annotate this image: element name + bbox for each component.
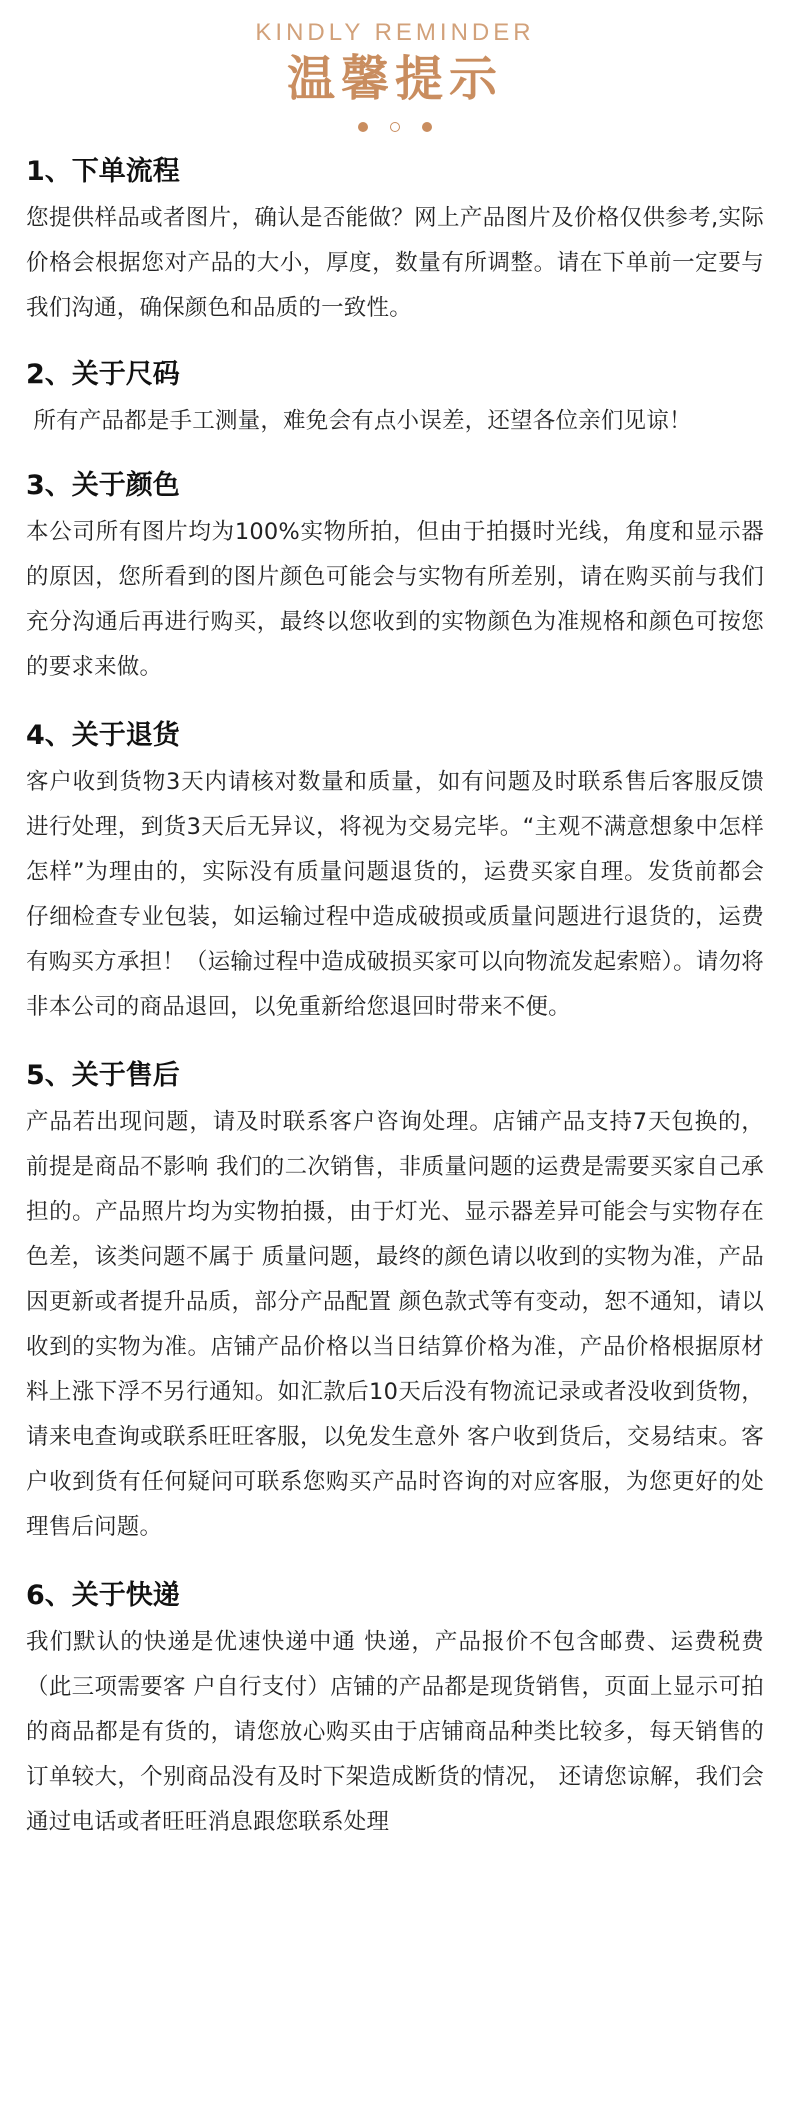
section-title: 3、关于颜色 xyxy=(26,470,180,501)
section-title: 6、关于快递 xyxy=(26,1580,180,1611)
decorative-dots xyxy=(26,122,764,132)
section-title: 1、下单流程 xyxy=(26,156,180,187)
page-title: 温馨提示 xyxy=(286,51,503,107)
hollow-dot-icon xyxy=(390,122,400,132)
section-body: 产品若出现问题，请及时联系客户咨询处理。店铺产品支持7天包换的，前提是商品不影响 我们的二次销售，非质量问题的运费是需要买家自己承担的。产品照片均为实物拍摄，由于灯光、显示器差异可能会与实物存在色差，该类问题不属于 质量问题，最终的颜色请以收到的实物为准，产品因更新或者提升品质，部分产品配置 颜色款式等有变动，恕不通知，请以收到的实物为准。店铺产品价格以当日结算价格为准，产品价格根据原材料上涨下浮不另行通知。如汇款后10天后没有物流记录或者没收到货物，请来电查询或联系旺旺客服，以免发生意外 客户收到货后，交易结束。客户收到货有任何疑问可联系您购买产品时咨询的对应客服，为您更好的处理售后问题。 xyxy=(26,1109,764,1540)
section-title: 5、关于售后 xyxy=(26,1060,180,1091)
section-color xyxy=(26,466,764,690)
header-title-en: KINDLY REMINDER xyxy=(255,19,535,46)
section-order-process xyxy=(26,152,764,331)
section-after-sales xyxy=(26,1056,764,1550)
dot-icon xyxy=(358,122,368,132)
section-body: 所有产品都是手工测量，难免会有点小误差，还望各位亲们见谅！ xyxy=(26,408,692,434)
dot-icon xyxy=(422,122,432,132)
section-shipping xyxy=(26,1576,764,1845)
section-returns xyxy=(26,716,764,1030)
section-size xyxy=(26,355,764,444)
section-title: 4、关于退货 xyxy=(26,720,180,751)
page-header xyxy=(26,0,764,138)
section-body: 我们默认的快递是优速快递中通 快递，产品报价不包含邮费、运费税费（此三项需要客 户自行支付）店铺的产品都是现货销售，页面上显示可拍的商品都是有货的，请您放心购买由于店铺商品种类比较多，每天销售的订单较大，个别商品没有及时下架造成断货的情况， 还请您谅解，我们会通过电话或者旺旺消息跟您联系处理 xyxy=(26,1629,764,1835)
section-body: 客户收到货物3天内请核对数量和质量，如有问题及时联系售后客服反馈进行处理，到货3天后无异议，将视为交易完毕。“主观不满意想象中怎样怎样”为理由的，实际没有质量问题退货的，运费买家自理。发货前都会仔细检查专业包装，如运输过程中造成破损或质量问题进行退货的，运费有购买方承担！（运输过程中造成破损买家可以向物流发起索赔）。请勿将非本公司的商品退回，以免重新给您退回时带来不便。 xyxy=(26,769,764,1020)
section-body: 您提供样品或者图片，确认是否能做？网上产品图片及价格仅供参考,实际价格会根据您对产品的大小，厚度，数量有所调整。请在下单前一定要与我们沟通，确保颜色和品质的一致性。 xyxy=(26,205,764,321)
section-title: 2、关于尺码 xyxy=(26,359,180,390)
section-body: 本公司所有图片均为100%实物所拍，但由于拍摄时光线，角度和显示器的原因，您所看到的图片颜色可能会与实物有所差别，请在购买前与我们充分沟通后再进行购买，最终以您收到的实物颜色为准规格和颜色可按您的要求来做。 xyxy=(26,519,764,680)
